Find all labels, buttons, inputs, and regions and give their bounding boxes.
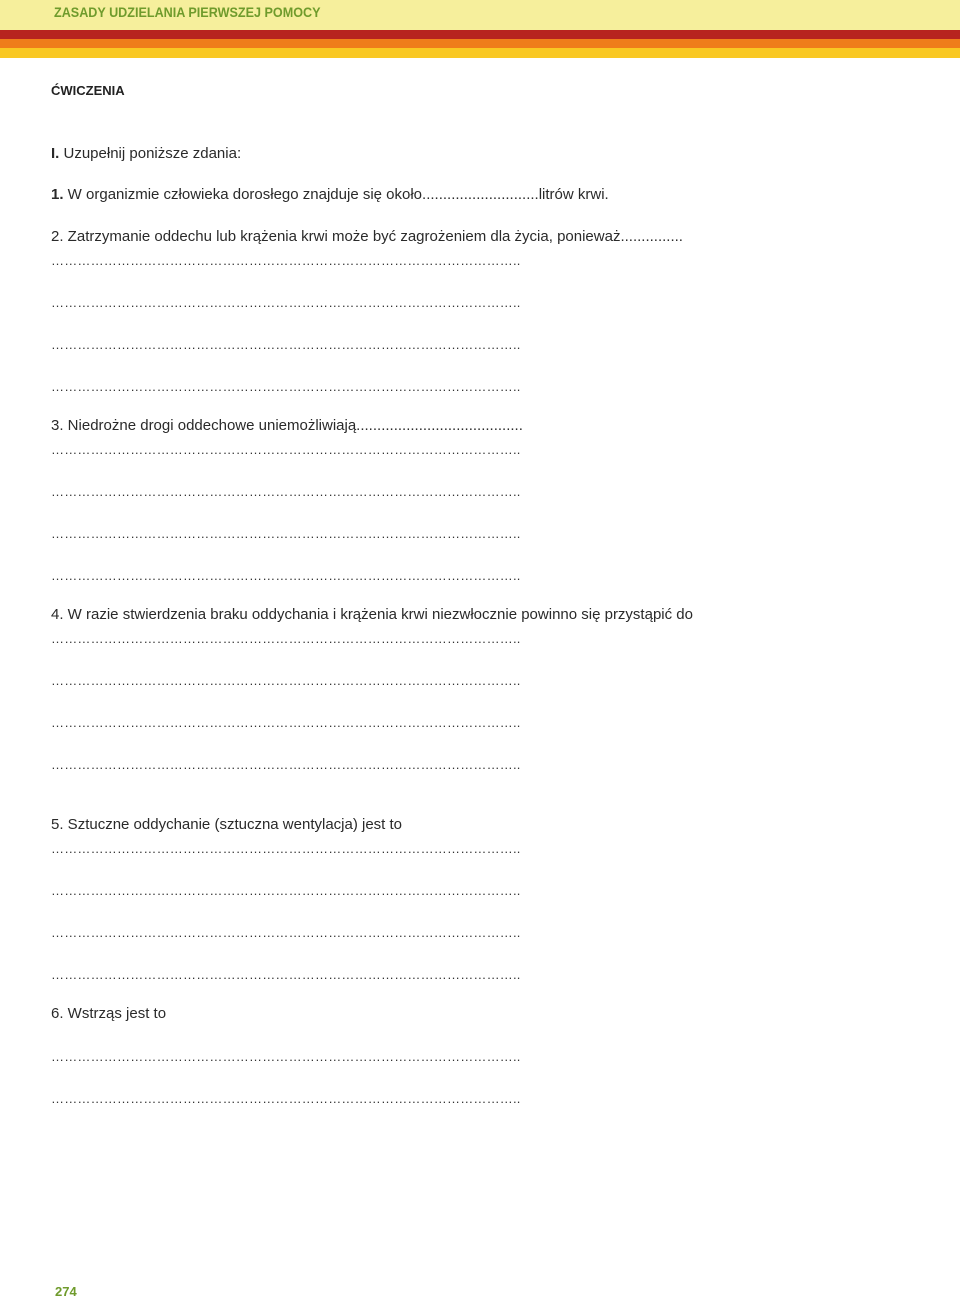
question-4 <box>51 606 693 624</box>
answer-line[interactable]: …………………………………………………………………………………………….. <box>51 673 521 688</box>
question-number: 2. <box>51 228 64 245</box>
answer-line[interactable]: …………………………………………………………………………………………….. <box>51 484 521 499</box>
section-title: ĆWICZENIA <box>51 83 125 98</box>
task-instruction <box>51 145 241 163</box>
answer-line[interactable]: …………………………………………………………………………………………….. <box>51 715 521 730</box>
answer-line[interactable]: …………………………………………………………………………………………….. <box>51 379 521 394</box>
answer-line[interactable]: …………………………………………………………………………………………….. <box>51 526 521 541</box>
question-6 <box>51 1005 166 1023</box>
answer-line[interactable]: …………………………………………………………………………………………….. <box>51 841 521 856</box>
running-header-title: ZASADY UDZIELANIA PIERWSZEJ POMOCY <box>54 4 321 20</box>
question-5 <box>51 816 402 834</box>
question-text: Niedrożne drogi oddechowe uniemożliwiają........................................ <box>63 417 523 434</box>
question-text: Zatrzymanie oddechu lub krążenia krwi może być zagrożeniem dla życia, ponieważ............... <box>63 228 683 245</box>
task-text: Uzupełnij poniższe zdania: <box>59 145 242 162</box>
question-text: W razie stwierdzenia braku oddychania i krążenia krwi niezwłocznie powinno się przystąpić do <box>63 606 693 623</box>
question-1 <box>51 186 609 204</box>
question-number: 3. <box>51 417 64 434</box>
question-number: 5. <box>51 816 64 833</box>
question-text: W organizmie człowieka dorosłego znajduje się około............................litrów krwi. <box>63 186 609 203</box>
answer-line[interactable]: …………………………………………………………………………………………….. <box>51 757 521 772</box>
answer-line[interactable]: …………………………………………………………………………………………….. <box>51 253 521 268</box>
header-bar <box>0 0 960 30</box>
question-number: 1. <box>51 186 64 203</box>
question-number: 4. <box>51 606 64 623</box>
question-3 <box>51 417 523 435</box>
answer-line[interactable]: …………………………………………………………………………………………….. <box>51 925 521 940</box>
answer-line[interactable]: …………………………………………………………………………………………….. <box>51 337 521 352</box>
task-number: I. <box>51 145 60 162</box>
header-stripe-orange <box>0 39 960 48</box>
question-text: Wstrząs jest to <box>63 1005 167 1022</box>
answer-line[interactable]: …………………………………………………………………………………………….. <box>51 1049 521 1064</box>
answer-line[interactable]: …………………………………………………………………………………………….. <box>51 883 521 898</box>
answer-line[interactable]: …………………………………………………………………………………………….. <box>51 568 521 583</box>
answer-line[interactable]: …………………………………………………………………………………………….. <box>51 1091 521 1106</box>
answer-line[interactable]: …………………………………………………………………………………………….. <box>51 295 521 310</box>
answer-line[interactable]: …………………………………………………………………………………………….. <box>51 442 521 457</box>
header-stripe-red <box>0 30 960 39</box>
header-stripe-yellow <box>0 48 960 58</box>
answer-line[interactable]: …………………………………………………………………………………………….. <box>51 631 521 646</box>
question-text: Sztuczne oddychanie (sztuczna wentylacja) jest to <box>63 816 403 833</box>
question-number: 6. <box>51 1005 64 1022</box>
question-2 <box>51 228 683 246</box>
answer-line[interactable]: …………………………………………………………………………………………….. <box>51 967 521 982</box>
page-number: 274 <box>55 1284 77 1299</box>
